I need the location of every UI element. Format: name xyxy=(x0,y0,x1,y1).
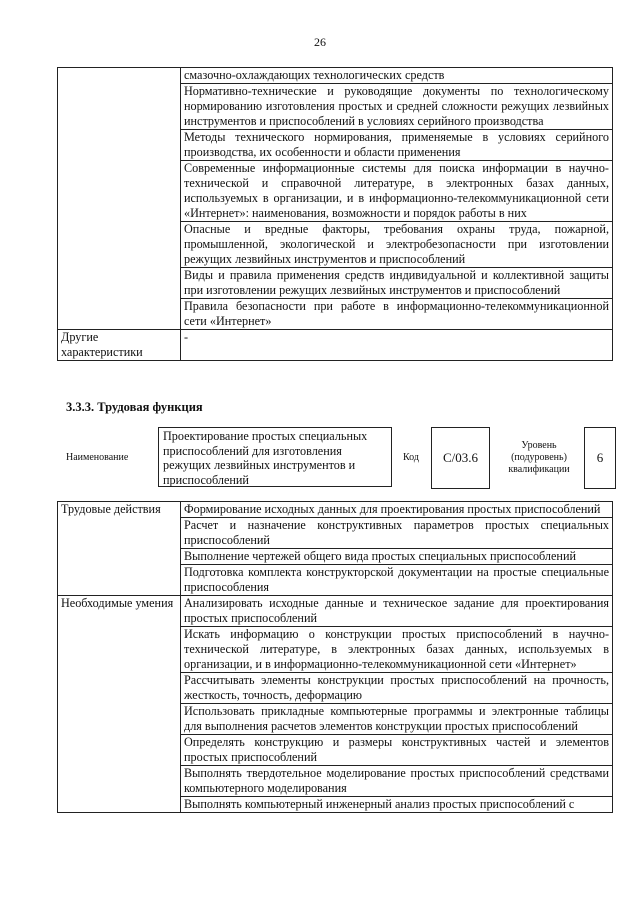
knowledge-item: Методы технического нормирования, применяемые в условиях серийного производства, их особенности и области применения xyxy=(181,130,613,161)
level-label: Уровень (подуровень) квалификации xyxy=(508,440,570,475)
skill-item: Определять конструкцию и размеры конструктивных частей и элементов простых приспособлений xyxy=(181,735,613,766)
skill-item: Выполнять твердотельное моделирование простых приспособлений средствами компьютерного моделирования xyxy=(181,766,613,797)
knowledge-item: смазочно-охлаждающих технологических средств xyxy=(181,68,613,84)
table-row xyxy=(58,68,613,84)
other-characteristics-label: Другие характеристики xyxy=(58,330,181,361)
knowledge-item: Виды и правила применения средств индивидуальной и коллективной защиты при изготовлении режущих лезвийных инструментов и приспособлений xyxy=(181,268,613,299)
knowledge-table xyxy=(57,67,613,361)
code-value: С/03.6 xyxy=(431,427,490,489)
table-cell-empty xyxy=(58,68,181,330)
knowledge-item: Опасные и вредные факторы, требования охраны труда, пожарной, промышленной, экологической и электробезопасности при изготовлении режущих лезвийных инструментов и приспособлений xyxy=(181,222,613,268)
skill-item: Рассчитывать элементы конструкции простых приспособлений на прочность, жесткость, точность, деформацию xyxy=(181,673,613,704)
labor-action-item: Расчет и назначение конструктивных параметров простых специальных приспособлений xyxy=(181,518,613,549)
labor-action-item: Подготовка комплекта конструкторской документации на простые специальные приспособления xyxy=(181,565,613,596)
function-name-box: Проектирование простых специальных приспособлений для изготовления режущих лезвийных инструментов и приспособлений xyxy=(158,427,392,487)
table-row xyxy=(58,502,613,518)
knowledge-item: Современные информационные системы для поиска информации в научно-технической и справочной литературе, в электронных базах данных, используемых в организации, и в информационно-телекоммуникационной сети «Интернет»: наименования, возможности и порядок работы в них xyxy=(181,161,613,222)
other-characteristics-value: - xyxy=(181,330,613,361)
labor-action-item: Выполнение чертежей общего вида простых специальных приспособлений xyxy=(181,549,613,565)
name-label: Наименование xyxy=(66,452,129,463)
skill-item: Искать информацию о конструкции простых приспособлений в научно-технической литературе, в электронных базах данных, используемых в организации, и в информационно-телекоммуникационной сети «Интернет» xyxy=(181,627,613,673)
page-number: 26 xyxy=(314,35,326,49)
labor-actions-label: Трудовые действия xyxy=(58,502,181,596)
section-heading: 3.3.3. Трудовая функция xyxy=(66,400,203,414)
table-row xyxy=(58,330,613,361)
skill-item: Анализировать исходные данные и техническое задание для проектирования простых приспособлений xyxy=(181,596,613,627)
skills-label: Необходимые умения xyxy=(58,596,181,813)
skill-item: Выполнять компьютерный инженерный анализ простых приспособлений с xyxy=(181,797,613,813)
code-label: Код xyxy=(403,452,419,463)
level-value: 6 xyxy=(584,427,616,489)
knowledge-item: Правила безопасности при работе в информационно-телекоммуникационной сети «Интернет» xyxy=(181,299,613,330)
knowledge-item: Нормативно-технические и руководящие документы по технологическому нормированию изготовления простых и средней сложности режущих лезвийных инструментов и приспособлений в условиях серийного производства xyxy=(181,84,613,130)
function-table xyxy=(57,501,613,813)
table-row xyxy=(58,596,613,627)
skill-item: Использовать прикладные компьютерные программы и электронные таблицы для выполнения расчетов элементов конструкции простых приспособлений xyxy=(181,704,613,735)
labor-action-item: Формирование исходных данных для проектирования простых приспособлений xyxy=(181,502,613,518)
